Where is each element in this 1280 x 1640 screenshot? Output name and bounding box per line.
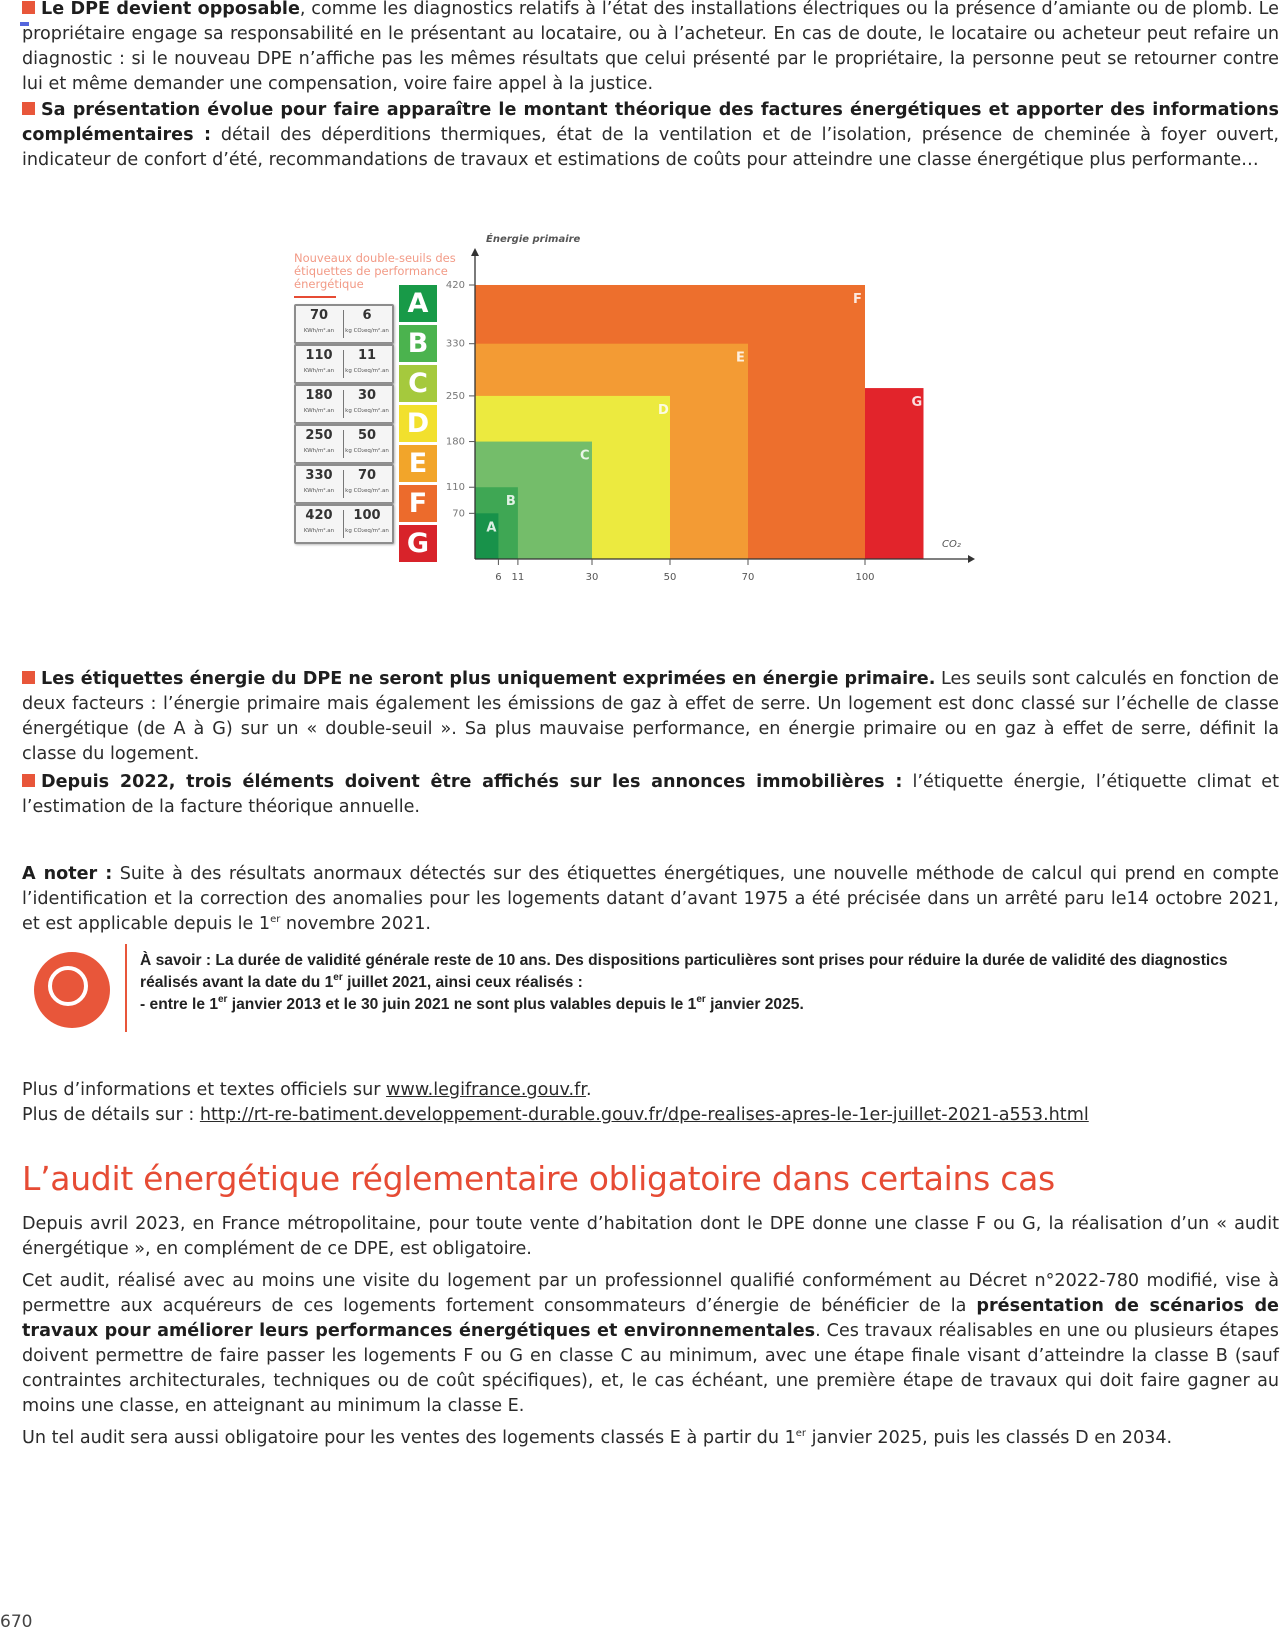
x-axis-arrow-icon	[968, 555, 975, 563]
energy-unit: KWh/m².an	[303, 448, 335, 454]
threshold-box	[294, 464, 394, 504]
superscript: er	[795, 1428, 807, 1439]
y-tick-label: 180	[445, 436, 465, 448]
y-tick-label: 420	[445, 279, 465, 291]
class-area-label: E	[736, 350, 745, 366]
lightbulb-icon	[34, 952, 110, 1028]
class-area-label: A	[486, 520, 497, 536]
paragraph-text-end: novembre 2021.	[280, 914, 432, 934]
class-area-label: B	[505, 494, 516, 510]
energy-unit: KWh/m².an	[303, 368, 335, 374]
paragraph-bold: Le DPE devient opposable	[41, 0, 300, 19]
ghg-threshold: 6	[362, 308, 372, 323]
paragraph-annonces	[22, 770, 1279, 820]
x-tick-label: 50	[663, 572, 677, 583]
energy-unit: KWh/m².an	[303, 528, 335, 534]
paragraph-text: , comme les diagnostics relatifs à l’état des installations électriques ou la présence d’amiante ou de plomb. Le propriétaire engage sa responsabilité en le présentant au locataire, ou à l’acheteur. En cas de doute, le locataire ou acheteur peut refaire un diagnostic : si le nouveau DPE n’affiche pas les mêmes résultats que celui présenté par le propriétaire, la personne peut se retourner contre lui et même demander une compensation, voire faire appel à la justice.	[22, 0, 1279, 94]
link-end: .	[585, 1080, 592, 1100]
class-letter-a: A	[399, 285, 437, 322]
paragraph-bold: Sa présentation évolue pour faire apparaître le montant théorique des factures énergétiques et apporter des informations complémentaires :	[22, 100, 1279, 145]
x-tick-label: 100	[855, 572, 875, 583]
paragraph-text: Depuis avril 2023, en France métropolitaine, pour toute vente d’habitation dont le DPE donne une classe F ou G, la réalisation d’un « audit énergétique », en complément de ce DPE, est obligatoire.	[22, 1214, 1279, 1259]
y-tick-label: 110	[445, 482, 465, 494]
paragraph-dpe-opposable	[22, 0, 1279, 97]
paragraph-a-noter	[22, 862, 1279, 937]
threshold-box	[294, 384, 394, 424]
callout-line2: - entre le 1	[140, 996, 218, 1013]
paragraph-audit-intro	[22, 1212, 1279, 1262]
callout-line2-end: janvier 2025.	[705, 996, 804, 1013]
class-letter-g: G	[399, 525, 437, 562]
paragraph-audit-details	[22, 1269, 1279, 1419]
ghg-threshold: 50	[357, 428, 377, 443]
energy-unit: KWh/m².an	[303, 488, 335, 494]
class-letter-c: C	[399, 365, 437, 402]
ghg-unit: kg CO₂eq/m².an	[345, 328, 389, 334]
legifrance-link[interactable]: www.legifrance.gouv.fr	[386, 1080, 586, 1100]
callout-text	[140, 950, 1240, 1016]
threshold-box	[294, 344, 394, 384]
energy-threshold: 70	[309, 308, 329, 323]
y-axis-label: Énergie primaire	[486, 234, 581, 245]
paragraph-bold: présentation de scénarios de travaux pour améliorer leurs performances énergétiques et environnementales	[22, 1296, 1279, 1341]
bullet-square-icon	[22, 102, 35, 115]
class-letter-f: F	[399, 485, 437, 522]
energy-threshold: 250	[305, 428, 333, 443]
figure-caption: Nouveaux double-seuils des étiquettes de performance énergétique	[294, 251, 456, 291]
paragraph-etiquettes	[22, 667, 1279, 767]
class-area-label: G	[911, 395, 923, 411]
class-area-label: D	[658, 402, 669, 418]
paragraph-presentation	[22, 98, 1279, 173]
superscript: er	[270, 914, 281, 925]
callout-line1: À savoir : La durée de validité générale reste de 10 ans. Des dispositions particulières sont prises pour réduire la durée de validité des diagnostics réalisés avant la date du 1	[140, 952, 1228, 991]
y-axis-arrow-icon	[471, 248, 479, 256]
energy-unit: KWh/m².an	[303, 328, 335, 334]
paragraph-text: Un tel audit sera aussi obligatoire pour les ventes des logements classés E à partir du 1	[22, 1428, 796, 1448]
ghg-threshold: 70	[357, 468, 377, 483]
bullet-square-icon	[22, 774, 35, 787]
callout-line1-end: juillet 2021, ainsi ceux réalisés :	[342, 974, 583, 991]
class-letter-d: D	[399, 405, 437, 442]
double-threshold-chart	[445, 232, 1016, 622]
ghg-unit: kg CO₂eq/m².an	[345, 488, 389, 494]
class-area-label: F	[853, 291, 862, 307]
bullet-square-icon	[22, 671, 35, 684]
x-tick-label: 6	[495, 572, 502, 583]
threshold-box	[294, 504, 394, 544]
paragraph-text: Les seuils sont calculés en fonction de deux facteurs : l’énergie primaire mais également les émissions de gaz à effet de serre. Un logement est donc classé sur l’échelle de classe énergétique (de A à G) sur un « double-seuil ». Sa plus mauvaise performance, en énergie primaire ou en gaz à effet de serre, définit la classe du logement.	[22, 669, 1279, 764]
superscript: er	[696, 994, 706, 1005]
threshold-box	[294, 424, 394, 464]
y-tick-label: 250	[445, 390, 465, 402]
energy-threshold: 330	[305, 468, 333, 483]
ghg-unit: kg CO₂eq/m².an	[345, 528, 389, 534]
ghg-unit: kg CO₂eq/m².an	[345, 368, 389, 374]
x-tick-label: 11	[511, 572, 525, 583]
rt-batiment-link[interactable]: http://rt-re-batiment.developpement-durable.gouv.fr/dpe-realises-apres-le-1er-juillet-2021-a553.html	[199, 1105, 1089, 1125]
more-info-links	[22, 1078, 1279, 1128]
x-axis-label: CO₂	[942, 539, 961, 550]
paragraph-text: détail des déperditions thermiques, état de la ventilation et de l’isolation, présence de cheminée à foyer ouvert, indicateur de confort d’été, recommandations de travaux et estimations de coûts pour atteindre une classe énergétique plus performante…	[22, 125, 1279, 170]
ghg-threshold: 100	[353, 508, 381, 523]
ghg-threshold: 30	[357, 388, 377, 403]
paragraph-bold: Les étiquettes énergie du DPE ne seront plus uniquement exprimées en énergie primaire.	[41, 669, 936, 689]
ghg-unit: kg CO₂eq/m².an	[345, 448, 389, 454]
section-title: L’audit énergétique réglementaire obligatoire dans certains cas	[22, 1159, 1055, 1198]
x-tick-label: 70	[741, 572, 755, 583]
page-number: 670	[0, 1612, 33, 1632]
bullet-square-icon	[22, 1, 35, 14]
ghg-threshold: 11	[357, 348, 377, 363]
info-callout	[22, 944, 1279, 1064]
paragraph-text: Suite à des résultats anormaux détectés sur des étiquettes énergétiques, une nouvelle méthode de calcul qui prend en compte l’identification et la correction des anomalies pour les logements datant d’avant 1975 a été précisée dans un arrêté paru le14 octobre 2021, et est applicable depuis le 1	[22, 864, 1279, 934]
x-tick-label: 30	[585, 572, 599, 583]
link-intro: Plus de détails sur :	[22, 1105, 200, 1125]
paragraph-text-end: janvier 2025, puis les classés D en 2034.	[806, 1428, 1173, 1448]
energy-threshold: 420	[305, 508, 333, 523]
ghg-unit: kg CO₂eq/m².an	[345, 408, 389, 414]
callout-rule	[125, 944, 127, 1032]
class-area-label: C	[580, 448, 590, 464]
paragraph-bold: A noter :	[22, 864, 113, 884]
energy-threshold: 110	[305, 348, 333, 363]
paragraph-text: l’étiquette énergie, l’étiquette climat et l’estimation de la facture théorique annuelle.	[22, 772, 1280, 817]
paragraph-bold: Depuis 2022, trois éléments doivent être affichés sur les annonces immobilières :	[41, 772, 903, 792]
threshold-box	[294, 304, 394, 344]
dpe-double-threshold-figure	[286, 232, 1016, 622]
superscript: er	[218, 994, 228, 1005]
superscript: er	[333, 972, 343, 983]
paragraph-audit-future	[22, 1426, 1279, 1451]
link-intro: Plus d’informations et textes officiels sur	[22, 1080, 387, 1100]
y-tick-label: 70	[452, 508, 465, 520]
paragraph-text: Cet audit, réalisé avec au moins une visite du logement par un professionnel qualifié conformément au Décret n°2022-780 modifié, vise à permettre aux acquéreurs de ces logements fortement consommateurs d’énergie de bénéficier de la	[22, 1271, 1279, 1316]
energy-unit: KWh/m².an	[303, 408, 335, 414]
energy-threshold: 180	[305, 388, 333, 403]
class-letter-b: B	[399, 325, 437, 362]
callout-line2-mid: janvier 2013 et le 30 juin 2021 ne sont plus valables depuis le 1	[227, 996, 697, 1013]
y-tick-label: 330	[445, 338, 465, 350]
paragraph-text-end: . Ces travaux réalisables en une ou plusieurs étapes doivent permettre de faire passer les logements F ou G en classe C au minimum, avec une étape finale visant d’atteindre la classe B (sauf contraintes architecturales, techniques ou de coût spécifiques), et, le cas échéant, une première étape de travaux qui doit faire gagner au moins une classe, en atteignant au minimum la classe E.	[22, 1321, 1279, 1416]
caption-rule	[294, 296, 336, 298]
class-letter-e: E	[399, 445, 437, 482]
